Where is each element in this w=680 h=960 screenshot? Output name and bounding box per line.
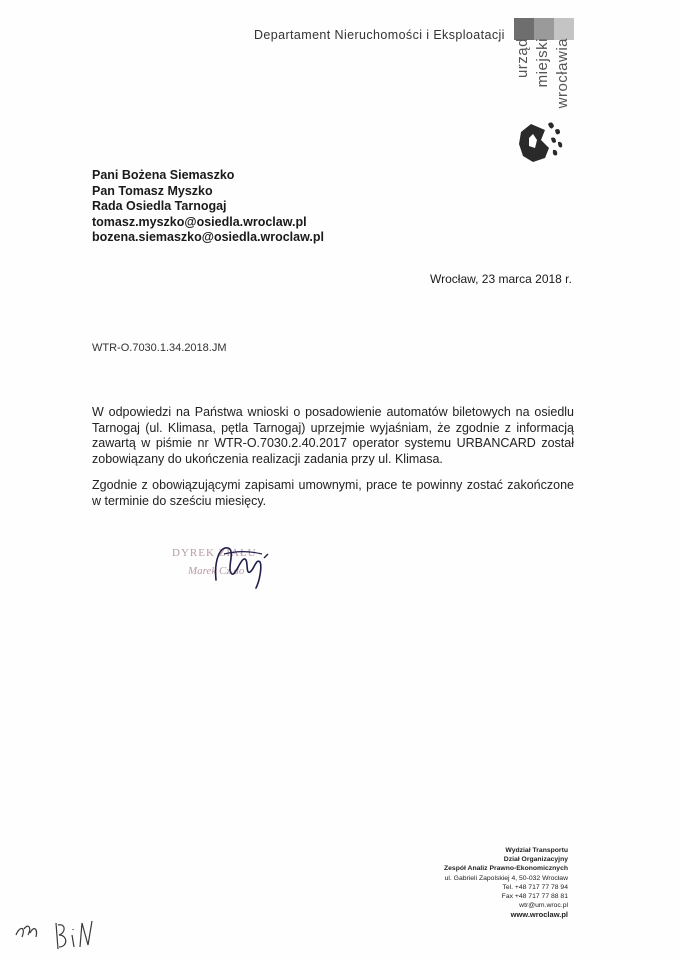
logo-text-wroclawia: wrocławia bbox=[554, 38, 571, 109]
recipient-address-block bbox=[92, 168, 324, 246]
recipient-name-1: Pani Bożena Siemaszko bbox=[92, 168, 235, 182]
stamp-line-1: DYREK ZIAŁU bbox=[172, 547, 257, 559]
recipient-organization: Rada Osiedla Tarnogaj bbox=[92, 199, 227, 213]
recipient-email-1: tomasz.myszko@osiedla.wroclaw.pl bbox=[92, 214, 307, 229]
recipient-email-2: bozena.siemaszko@osiedla.wroclaw.pl bbox=[92, 230, 324, 244]
logo-square-dark bbox=[514, 18, 534, 40]
footer-address: ul. Gabrieli Zapolskiej 4, 50-032 Wrocław bbox=[444, 874, 568, 882]
footer-team: Zespół Analiz Prawno-Ekonomicznych bbox=[444, 865, 568, 873]
logo-text-urzad: urząd bbox=[514, 38, 531, 79]
footer-unit: Wydział Transportu bbox=[505, 847, 568, 854]
letter-date: Wrocław, 23 marca 2018 r. bbox=[430, 272, 572, 286]
department-name: Departament Nieruchomości i Eksploatacji bbox=[254, 28, 505, 42]
handwritten-note bbox=[12, 905, 102, 955]
wroclaw-emblem-icon bbox=[515, 118, 567, 166]
body-paragraph-2: Zgodnie z obowiązującymi zapisami umownymi, prace te powinny zostać zakończone w terminie do sześciu miesięcy. bbox=[92, 478, 574, 508]
sender-footer bbox=[380, 846, 568, 920]
footer-email: wtr@um.wroc.pl bbox=[519, 902, 568, 910]
stamp-line-2: Marek Cz do bbox=[188, 565, 245, 577]
letter-body bbox=[92, 405, 574, 520]
body-paragraph-1: W odpowiedzi na Państwa wnioski o posadowienie automatów biletowych na osiedlu Tarnogaj (ul. Klimasa, pętla Tarnogaj) uprzejmie wyjaśniam, że zgodnie z informacją zawartą w piśmie nr WTR-O.7030.2.40.2017 operator systemu URBANCARD został zobowiązany do ukończenia realizacji zadania przy ul. Klimasa. bbox=[92, 405, 574, 466]
reference-number: WTR-O.7030.1.34.2018.JM bbox=[92, 342, 227, 354]
footer-division: Dział Organizacyjny bbox=[503, 856, 568, 864]
logo-text-miejski: miejski bbox=[534, 38, 551, 88]
footer-fax: Fax +48 717 77 88 81 bbox=[501, 893, 568, 901]
signature-icon bbox=[206, 540, 286, 592]
logo-square-mid bbox=[534, 18, 554, 40]
logo-color-squares bbox=[514, 18, 574, 40]
footer-tel: Tel. +48 717 77 78 94 bbox=[502, 883, 568, 891]
logo-square-light bbox=[554, 18, 574, 40]
recipient-name-2: Pan Tomasz Myszko bbox=[92, 183, 213, 198]
footer-website: www.wroclaw.pl bbox=[510, 910, 568, 920]
